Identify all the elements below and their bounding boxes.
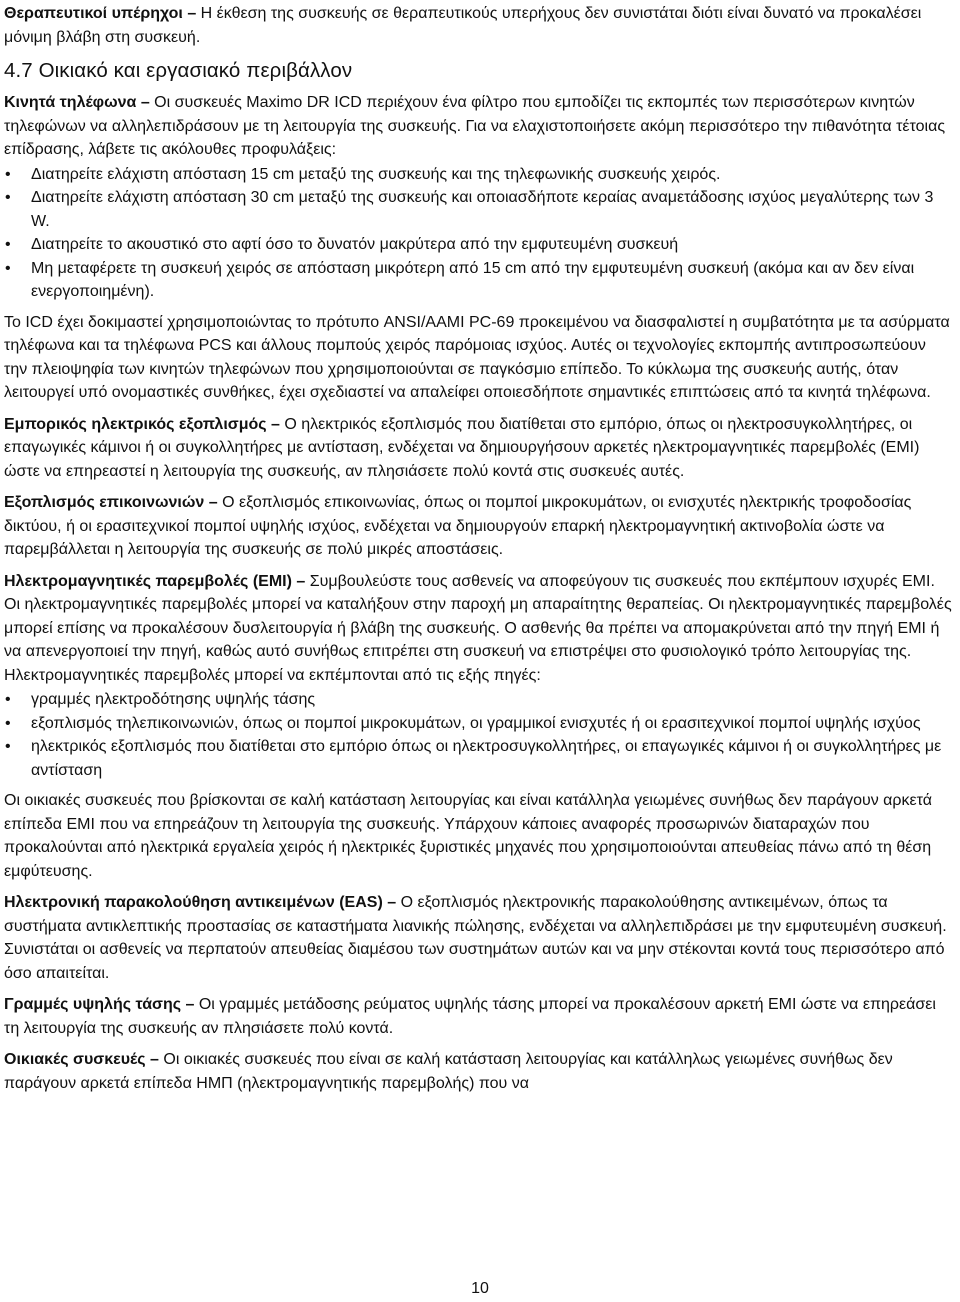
household-appliances-paragraph bbox=[4, 1048, 952, 1095]
power-lines-paragraph bbox=[4, 993, 952, 1040]
bullet-icon: • bbox=[5, 236, 11, 253]
eas-paragraph bbox=[4, 891, 952, 985]
list-item-text: εξοπλισμός τηλεπικοινωνιών, όπως οι πομποί μικροκυμάτων, οι γραμμικοί ενισχυτές ή οι ερασιτεχνικοί πομποί υψηλής ισχύος bbox=[31, 714, 921, 732]
emi-paragraph bbox=[4, 570, 952, 664]
section-heading: 4.7 Οικιακό και εργασιακό περιβάλλον bbox=[4, 59, 353, 82]
paragraph-text: Οι οικιακές συσκευές που είναι σε καλή κατάσταση λειτουργίας και κατάλληλως γειωμένες συνήθως δεν παράγουν αρκετά επίπεδα ΗΜΠ (ηλεκτρομαγνητικής παρεμβολής) που να bbox=[4, 1051, 893, 1092]
paragraph-lead: Κινητά τηλέφωνα – bbox=[4, 94, 150, 111]
paragraph-text: Συμβουλεύστε τους ασθενείς να αποφεύγουν τις συσκευές που εκπέμπουν ισχυρές EMI. Οι ηλεκτρομαγνητικές παρεμβολές μπορεί να καταλήξουν στην παροχή μη απαραίτητης θεραπείας. Οι ηλεκτρομαγνητικές παρεμβολές μπορεί επίσης να προκαλέσουν δυσλειτουργία ή βλάβη της συσκευής. Ο ασθενής θα πρέπει να απομακρύνεται από την πηγή EMI ή να απενεργοποιεί την πηγή, καθώς αυτό συνήθως επιτρέπει στη συσκευή να επιστρέψει στο φυσιολογικό τρόπο λειτουργίας της. bbox=[4, 572, 952, 660]
mobile-precautions-list bbox=[4, 163, 952, 304]
list-item-text: γραμμές ηλεκτροδότησης υψηλής τάσης bbox=[31, 691, 316, 708]
commercial-equipment-paragraph bbox=[4, 413, 952, 484]
list-item bbox=[4, 688, 952, 712]
paragraph-text: Ο εξοπλισμός ηλεκτρονικής παρακολούθησης αντικειμένων, όπως τα συστήματα αντικλεπτικής προστασίας σε καταστήματα λιανικής πώλησης, ενδέχεται να αλληλεπιδράσει με την εμφυτευμένη συσκευή. Συνιστάται οι ασθενείς να περπατούν απευθείας διαμέσου των συστημάτων αυτών και να μην στέκονται κοντά τους περισσότερο από όσο απαιτείται. bbox=[4, 894, 947, 982]
paragraph-lead: Ηλεκτρονική παρακολούθηση αντικειμένων (EAS) – bbox=[4, 894, 397, 911]
paragraph-text: Ο εξοπλισμός επικοινωνίας, όπως οι πομποί μικροκυμάτων, οι ενισχυτές ηλεκτρικής τροφοδοσίας δικτύου, ή οι ερασιτεχνικοί πομποί υψηλής ισχύος, ενδέχεται να δημιουργούν επαρκή ηλεκτρομαγνητική ακτινοβολία ώστε να παρεμβάλλεται η λειτουργία της συσκευής σε πολύ μικρές αποστάσεις. bbox=[4, 494, 912, 558]
paragraph-lead: Θεραπευτικοί υπέρηχοι – bbox=[4, 5, 197, 22]
paragraph-text: Οι γραμμές μετάδοσης ρεύματος υψηλής τάσης μπορεί να προκαλέσουν αρκετή EMI ώστε να επηρεάσει τη λειτουργία της συσκευής αν πλησιάσετε πολύ κοντά. bbox=[4, 996, 936, 1037]
bullet-icon: • bbox=[5, 165, 11, 183]
paragraph-lead: Εξοπλισμός επικοινωνιών – bbox=[4, 494, 218, 511]
paragraph-lead: Ηλεκτρομαγνητικές παρεμβολές (EMI) – bbox=[4, 572, 306, 590]
paragraph-text: Ο ηλεκτρικός εξοπλισμός που διατίθεται στο εμπόριο, όπως οι ηλεκτροσυγκολλητήρες, οι επαγωγικές κάμινοι ή οι συγκολλητήρες με αντίσταση, ενδέχεται να δημιουργήσουν αρκετές ηλεκτρομαγνητικές παρεμβολές (EMI) ώστε να επηρεαστεί η λειτουργία της συσκευής, αν πλησιάσετε πολύ κοντά στις συσκευές αυτές. bbox=[4, 415, 920, 480]
page-number: 10 bbox=[471, 1280, 489, 1297]
list-item bbox=[4, 233, 952, 257]
bullet-icon: • bbox=[5, 738, 11, 755]
bullet-icon: • bbox=[5, 714, 11, 732]
list-item-text: ηλεκτρικός εξοπλισμός που διατίθεται στο εμπόριο όπως οι ηλεκτροσυγκολλητήρες, οι επαγωγικές κάμινοι ή οι συγκολλητήρες με αντίσταση bbox=[31, 738, 942, 779]
list-item bbox=[4, 712, 952, 736]
paragraph-lead: Οικιακές συσκευές – bbox=[4, 1051, 159, 1068]
therapeutic-ultrasound-paragraph bbox=[4, 2, 952, 49]
bullet-icon: • bbox=[5, 691, 11, 708]
list-item bbox=[4, 735, 952, 782]
communication-equipment-paragraph bbox=[4, 491, 952, 562]
bullet-icon: • bbox=[5, 259, 11, 277]
paragraph-text: Οι συσκευές Maximo DR ICD περιέχουν ένα φίλτρο που εμποδίζει τις εκπομπές των περισσότερων κινητών τηλεφώνων να αλληλεπιδράσουν με τη λειτουργία της συσκευής. Για να ελαχιστοποιήσετε ακόμη περισσότερο την πιθανότητα τέτοιας επίδρασης, λάβετε τις ακόλουθες προφυλάξεις: bbox=[4, 94, 946, 158]
mobile-phones-paragraph bbox=[4, 91, 952, 162]
list-item bbox=[4, 186, 952, 233]
household-emi-paragraph: Οι οικιακές συσκευές που βρίσκονται σε καλή κατάσταση λειτουργίας και είναι κατάλληλα γειωμένες συνήθως δεν παράγουν αρκετά επίπεδα EMI που να επηρεάζουν τη λειτουργία της συσκευής. Υπάρχουν κάποιες αναφορές προσωρινών διαταραχών που προκαλούνται από ηλεκτρικά εργαλεία χειρός ή ηλεκτρικές ξυριστικές μηχανές που χρησιμοποιούνται απευθείας πάνω από τη θέση εμφύτευσης. bbox=[4, 792, 932, 880]
document-page bbox=[4, 2, 952, 1095]
paragraph-lead: Εμπορικός ηλεκτρικός εξοπλισμός – bbox=[4, 415, 280, 433]
list-item-text: Διατηρείτε ελάχιστη απόσταση 30 cm μεταξύ της συσκευής και οποιασδήποτε κεραίας αναμετάδοσης ισχύος μεγαλύτερης των 3 W. bbox=[31, 189, 934, 230]
emi-sources-intro: Ηλεκτρομαγνητικές παρεμβολές μπορεί να εκπέμπονται από τις εξής πηγές: bbox=[4, 666, 541, 684]
icd-testing-paragraph: Το ICD έχει δοκιμαστεί χρησιμοποιώντας το πρότυπο ANSI/AAMI PC-69 προκειμένου να διασφαλιστεί η συμβατότητα με τα ασύρματα τηλέφωνα και τα τηλέφωνα PCS και άλλους πομπούς χειρός παρόμοιας ισχύος. Αυτές οι τεχνολογίες εκπομπής αντιπροσωπεύουν την πλειοψηφία των κινητών τηλεφώνων που χρησιμοποιούνται σε παγκόσμιο επίπεδο. Το κύκλωμα της συσκευής αυτής, όταν λειτουργεί υπό ονομαστικές συνθήκες, έχει σχεδιαστεί να απαλείφει οποιεσδήποτε σημαντικές επιπτώσεις από τα κινητά τηλέφωνα. bbox=[4, 313, 950, 401]
emi-sources-list bbox=[4, 688, 952, 782]
list-item bbox=[4, 163, 952, 187]
paragraph-text: Η έκθεση της συσκευής σε θεραπευτικούς υπερήχους δεν συνιστάται διότι είναι δυνατό να προκαλέσει μόνιμη βλάβη στη συσκευή. bbox=[4, 5, 922, 46]
list-item bbox=[4, 257, 952, 304]
paragraph-lead: Γραμμές υψηλής τάσης – bbox=[4, 996, 195, 1013]
bullet-icon: • bbox=[5, 189, 11, 206]
list-item-text: Διατηρείτε το ακουστικό στο αφτί όσο το δυνατόν μακρύτερα από την εμφυτευμένη συσκευή bbox=[31, 236, 679, 253]
list-item-text: Μη μεταφέρετε τη συσκευή χειρός σε απόσταση μικρότερη από 15 cm από την εμφυτευμένη συσκευή (ακόμα και αν δεν είναι ενεργοποιημένη). bbox=[31, 259, 915, 300]
list-item-text: Διατηρείτε ελάχιστη απόσταση 15 cm μεταξύ της συσκευής και της τηλεφωνικής συσκευής χειρός. bbox=[31, 165, 721, 183]
